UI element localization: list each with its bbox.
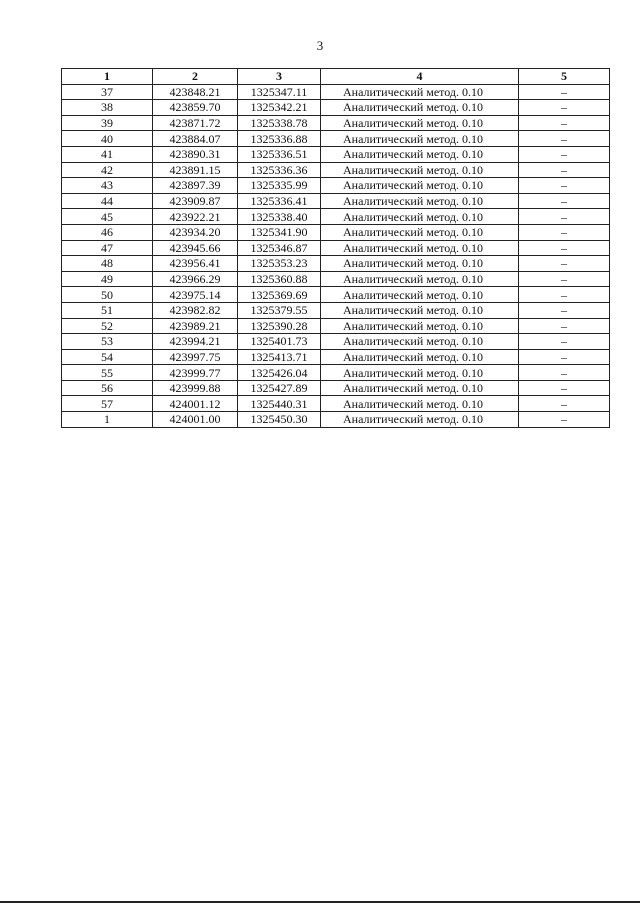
table-row: [62, 271, 610, 287]
note-cell: –: [519, 380, 610, 396]
point-number-cell: 37: [62, 84, 153, 100]
table-row: [62, 162, 610, 178]
note-cell: –: [519, 271, 610, 287]
note-cell: –: [519, 100, 610, 116]
table-row: [62, 287, 610, 303]
x-coordinate-cell: 423891.15: [153, 162, 238, 178]
point-number-cell: 51: [62, 302, 153, 318]
method-cell: Аналитический метод. 0.10: [321, 209, 519, 225]
x-coordinate-cell: 423922.21: [153, 209, 238, 225]
note-cell: –: [519, 193, 610, 209]
x-coordinate-cell: 424001.12: [153, 396, 238, 412]
method-cell: Аналитический метод. 0.10: [321, 271, 519, 287]
x-coordinate-cell: 423871.72: [153, 115, 238, 131]
note-cell: –: [519, 224, 610, 240]
page-bottom-edge: [0, 901, 640, 903]
method-cell: Аналитический метод. 0.10: [321, 146, 519, 162]
method-cell: Аналитический метод. 0.10: [321, 240, 519, 256]
point-number-cell: 52: [62, 318, 153, 334]
table-row: [62, 302, 610, 318]
method-cell: Аналитический метод. 0.10: [321, 287, 519, 303]
table-row: [62, 84, 610, 100]
note-cell: –: [519, 84, 610, 100]
method-cell: Аналитический метод. 0.10: [321, 178, 519, 194]
point-number-cell: 54: [62, 349, 153, 365]
y-coordinate-cell: 1325336.41: [238, 193, 321, 209]
header-col-2: 2: [153, 69, 238, 85]
y-coordinate-cell: 1325440.31: [238, 396, 321, 412]
method-cell: Аналитический метод. 0.10: [321, 412, 519, 428]
table-row: [62, 193, 610, 209]
note-cell: –: [519, 240, 610, 256]
y-coordinate-cell: 1325426.04: [238, 365, 321, 381]
method-cell: Аналитический метод. 0.10: [321, 365, 519, 381]
y-coordinate-cell: 1325342.21: [238, 100, 321, 116]
table-row: [62, 115, 610, 131]
table-body: [62, 84, 610, 427]
table-row: [62, 224, 610, 240]
point-number-cell: 42: [62, 162, 153, 178]
point-number-cell: 43: [62, 178, 153, 194]
point-number-cell: 53: [62, 334, 153, 350]
y-coordinate-cell: 1325379.55: [238, 302, 321, 318]
table-row: [62, 100, 610, 116]
note-cell: –: [519, 146, 610, 162]
y-coordinate-cell: 1325369.69: [238, 287, 321, 303]
y-coordinate-cell: 1325390.28: [238, 318, 321, 334]
x-coordinate-cell: 423975.14: [153, 287, 238, 303]
y-coordinate-cell: 1325346.87: [238, 240, 321, 256]
table-row: [62, 349, 610, 365]
note-cell: –: [519, 115, 610, 131]
table-row: [62, 209, 610, 225]
header-col-4: 4: [321, 69, 519, 85]
y-coordinate-cell: 1325341.90: [238, 224, 321, 240]
y-coordinate-cell: 1325353.23: [238, 256, 321, 272]
method-cell: Аналитический метод. 0.10: [321, 224, 519, 240]
point-number-cell: 45: [62, 209, 153, 225]
x-coordinate-cell: 423999.88: [153, 380, 238, 396]
method-cell: Аналитический метод. 0.10: [321, 193, 519, 209]
x-coordinate-cell: 423997.75: [153, 349, 238, 365]
point-number-cell: 46: [62, 224, 153, 240]
x-coordinate-cell: 423848.21: [153, 84, 238, 100]
table-row: [62, 240, 610, 256]
point-number-cell: 44: [62, 193, 153, 209]
note-cell: –: [519, 334, 610, 350]
y-coordinate-cell: 1325360.88: [238, 271, 321, 287]
note-cell: –: [519, 396, 610, 412]
point-number-cell: 49: [62, 271, 153, 287]
point-number-cell: 38: [62, 100, 153, 116]
note-cell: –: [519, 302, 610, 318]
x-coordinate-cell: 423956.41: [153, 256, 238, 272]
point-number-cell: 57: [62, 396, 153, 412]
note-cell: –: [519, 412, 610, 428]
y-coordinate-cell: 1325336.88: [238, 131, 321, 147]
header-col-5: 5: [519, 69, 610, 85]
method-cell: Аналитический метод. 0.10: [321, 115, 519, 131]
table-row: [62, 318, 610, 334]
note-cell: –: [519, 349, 610, 365]
x-coordinate-cell: 423859.70: [153, 100, 238, 116]
x-coordinate-cell: 423884.07: [153, 131, 238, 147]
note-cell: –: [519, 287, 610, 303]
point-number-cell: 50: [62, 287, 153, 303]
x-coordinate-cell: 423994.21: [153, 334, 238, 350]
y-coordinate-cell: 1325335.99: [238, 178, 321, 194]
method-cell: Аналитический метод. 0.10: [321, 100, 519, 116]
table-row: [62, 146, 610, 162]
table-row: [62, 178, 610, 194]
table-row: [62, 334, 610, 350]
y-coordinate-cell: 1325450.30: [238, 412, 321, 428]
method-cell: Аналитический метод. 0.10: [321, 318, 519, 334]
table-row: [62, 365, 610, 381]
y-coordinate-cell: 1325413.71: [238, 349, 321, 365]
x-coordinate-cell: 423966.29: [153, 271, 238, 287]
x-coordinate-cell: 424001.00: [153, 412, 238, 428]
method-cell: Аналитический метод. 0.10: [321, 349, 519, 365]
y-coordinate-cell: 1325401.73: [238, 334, 321, 350]
note-cell: –: [519, 318, 610, 334]
method-cell: Аналитический метод. 0.10: [321, 131, 519, 147]
method-cell: Аналитический метод. 0.10: [321, 380, 519, 396]
header-col-3: 3: [238, 69, 321, 85]
y-coordinate-cell: 1325338.78: [238, 115, 321, 131]
y-coordinate-cell: 1325336.36: [238, 162, 321, 178]
point-number-cell: 47: [62, 240, 153, 256]
method-cell: Аналитический метод. 0.10: [321, 396, 519, 412]
note-cell: –: [519, 209, 610, 225]
y-coordinate-cell: 1325427.89: [238, 380, 321, 396]
y-coordinate-cell: 1325338.40: [238, 209, 321, 225]
coordinates-table: [61, 68, 610, 428]
page-number: 3: [316, 38, 324, 53]
table-row: [62, 256, 610, 272]
point-number-cell: 56: [62, 380, 153, 396]
point-number-cell: 55: [62, 365, 153, 381]
method-cell: Аналитический метод. 0.10: [321, 302, 519, 318]
point-number-cell: 39: [62, 115, 153, 131]
note-cell: –: [519, 365, 610, 381]
x-coordinate-cell: 423945.66: [153, 240, 238, 256]
table-row: [62, 396, 610, 412]
method-cell: Аналитический метод. 0.10: [321, 84, 519, 100]
point-number-cell: 41: [62, 146, 153, 162]
table-row: [62, 412, 610, 428]
x-coordinate-cell: 423934.20: [153, 224, 238, 240]
note-cell: –: [519, 162, 610, 178]
y-coordinate-cell: 1325336.51: [238, 146, 321, 162]
table-row: [62, 380, 610, 396]
point-number-cell: 1: [62, 412, 153, 428]
note-cell: –: [519, 178, 610, 194]
table-header-row: [62, 69, 610, 85]
method-cell: Аналитический метод. 0.10: [321, 162, 519, 178]
y-coordinate-cell: 1325347.11: [238, 84, 321, 100]
note-cell: –: [519, 131, 610, 147]
x-coordinate-cell: 423890.31: [153, 146, 238, 162]
x-coordinate-cell: 423909.87: [153, 193, 238, 209]
x-coordinate-cell: 423982.82: [153, 302, 238, 318]
method-cell: Аналитический метод. 0.10: [321, 256, 519, 272]
x-coordinate-cell: 423999.77: [153, 365, 238, 381]
header-col-1: 1: [62, 69, 153, 85]
x-coordinate-cell: 423897.39: [153, 178, 238, 194]
method-cell: Аналитический метод. 0.10: [321, 334, 519, 350]
x-coordinate-cell: 423989.21: [153, 318, 238, 334]
note-cell: –: [519, 256, 610, 272]
table-row: [62, 131, 610, 147]
point-number-cell: 48: [62, 256, 153, 272]
point-number-cell: 40: [62, 131, 153, 147]
